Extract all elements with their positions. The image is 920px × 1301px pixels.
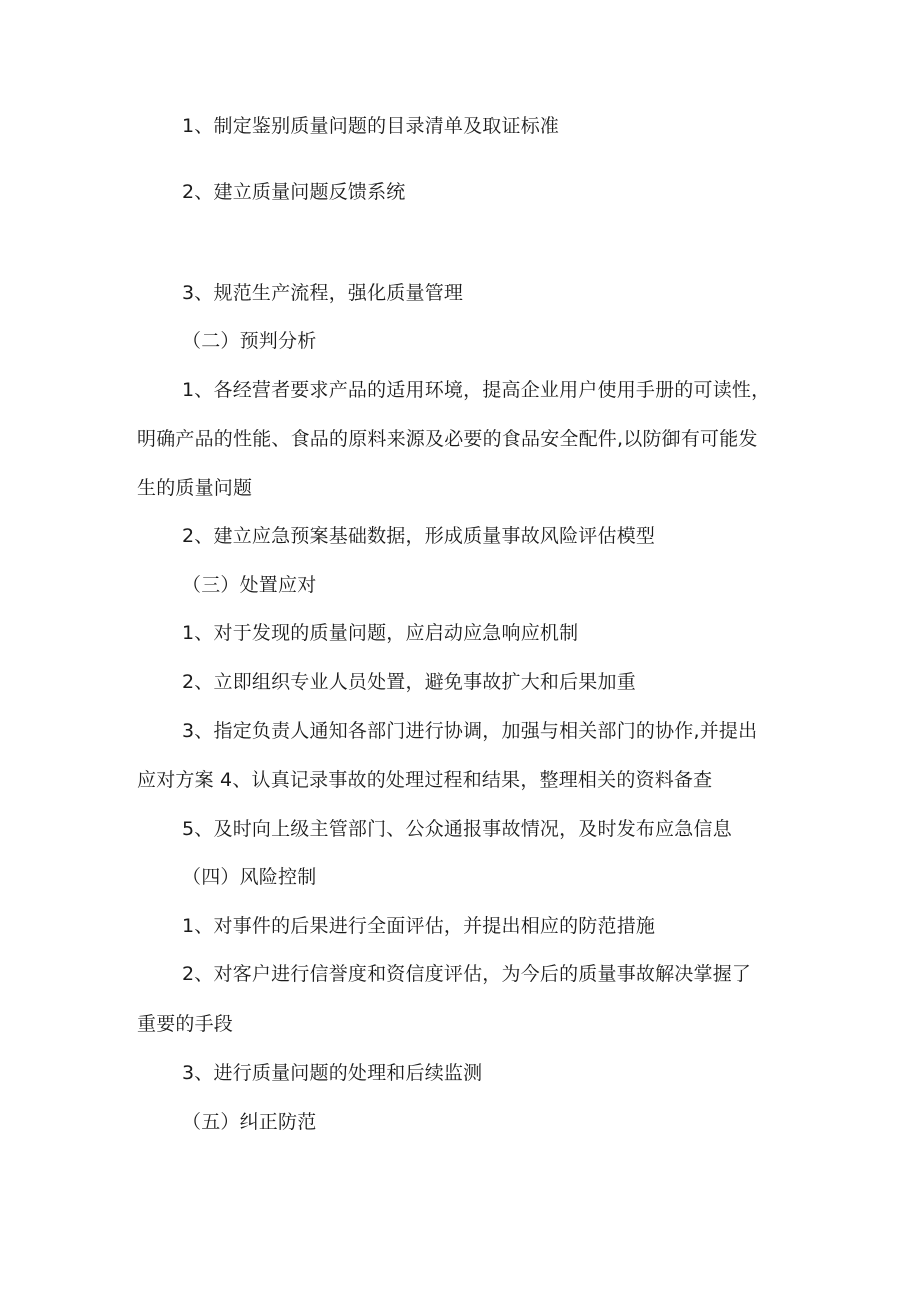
paragraph-line: 重要的手段 [137,1013,234,1035]
paragraph-line: 2、建立质量问题反馈系统 [182,181,406,203]
paragraph-line: 3、指定负责人通知各部门进行协调，加强与相关部门的协作,并提出 [182,720,758,742]
section-heading: （二）预判分析 [182,330,317,352]
paragraph-line: 明确产品的性能、食品的原料来源及必要的食品安全配件,以防御有可能发 [137,428,758,450]
paragraph-line: 2、建立应急预案基础数据，形成质量事故风险评估模型 [182,525,656,547]
paragraph-line: 2、立即组织专业人员处置，避免事故扩大和后果加重 [182,671,636,693]
section-heading: （三）处置应对 [182,574,317,596]
section-heading: （五）纠正防范 [182,1111,317,1133]
paragraph-line: 1、制定鉴别质量问题的目录清单及取证标准 [182,115,560,137]
paragraph-line: 生的质量问题 [137,477,253,499]
paragraph-line: 3、规范生产流程，强化质量管理 [182,282,464,304]
paragraph-line: 3、进行质量问题的处理和后续监测 [182,1062,483,1084]
paragraph-line: 1、各经营者要求产品的适用环境，提高企业用户使用手册的可读性， [182,379,771,401]
paragraph-line: 1、对于发现的质量问题，应启动应急响应机制 [182,622,579,644]
paragraph-line: 1、对事件的后果进行全面评估，并提出相应的防范措施 [182,915,656,937]
paragraph-line: 2、对客户进行信誉度和资信度评估，为今后的质量事故解决掌握了 [182,963,752,985]
paragraph-line: 5、及时向上级主管部门、公众通报事故情况，及时发布应急信息 [182,818,732,840]
section-heading: （四）风险控制 [182,866,317,888]
paragraph-line: 应对方案 4、认真记录事故的处理过程和结果，整理相关的资料备查 [137,769,713,791]
